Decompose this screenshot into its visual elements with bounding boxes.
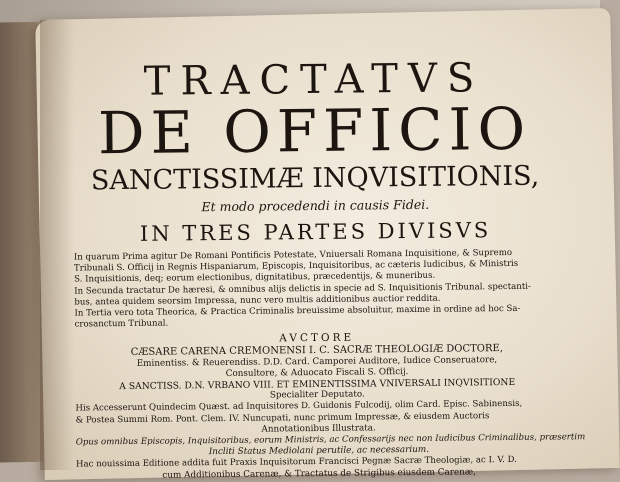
subtitle-line: Et modo procedendi in causis Fidei. [201,196,430,215]
title-line-3: SANCTISSIMÆ INQVISITIONIS, [90,160,540,197]
author-line: CÆSARE CARENA CREMONENSI I. C. SACRÆ THEOLOGIÆ DOCTORE, [130,343,504,359]
edition-line: Hac nouissima Editione addita fuit Praxis Inquisitorum Francisci Pegnæ Sacræ Theologiæ, ac I. V. D. [75,455,517,470]
auctor-heading: AVCTORE [279,332,355,345]
additions-line: His Accesserunt Quindecim Quæst. ad Inquisitores D. Guidonis Fulcodij, olim Card. Episc. Sabinensis, [75,399,523,414]
intro-line: In Tertia vero tota Theorica, & Practica Criminalis breuissime absoluitur, maxime in ordine ad hoc Sa- [74,303,521,319]
dedication-line: A SANCTISS. D.N. VRBANO VIII. ET EMINENTISSIMA VNIVERSALI INQVISITIONE [119,376,516,393]
useful-line: Opus omnibus Episcopis, Inquisitoribus, eorum Ministris, ac Confessarijs nec non Iudicibus Criminalibus, præsertim [75,432,586,448]
division-heading: IN TRES PARTES DIVISVS [139,218,492,246]
title-page-text [64,55,586,482]
additions-line: & Postea Summi Rom. Pont. Clem. IV. Nuncupati, nunc primum Impressæ, & eiusdem Auctoris [75,410,490,426]
intro-line: In quarum Prima agitur De Romani Pontificis Potestate, Vniuersali Romana Inquisitione, & Supremo [73,247,513,263]
intro-line: Tribunali S. Officij in Regnis Hispaniarum, Episcopis, Inquisitoribus, ac cæteris Iudicibus, & Ministris [73,259,519,274]
author-line: Consultore, & Aduocato Fiscali S. Officij. [225,366,409,379]
intro-line: crosanctum Tribunal. [74,318,169,330]
intro-line: S. Inquisitionis, deq; eorum electionibus, dignitatibus, præcedentijs, & muneribus. [74,271,436,285]
title-line-2: DE OFFICIO [97,94,532,168]
intro-line: In Secunda tractatur De hæresi, & omnibus alijs delictis in specie ad S. Inquisitionis Tribunal. spectanti- [74,281,531,297]
author-line: Eminentiss. & Reuerendiss. D.D. Card. Camporei Auditore, Iudice Conseruatore, [136,354,498,369]
edition-line: cum Additionibus Carenæ, & Tractatus de Strigibus eiusdem Carenæ, [162,466,476,481]
dedication-line: Specialiter Deputato. [269,389,365,401]
intro-paragraph [66,247,567,331]
additions-block [67,399,586,482]
title-line-1: TRACTATVS [143,55,485,105]
author-block [67,343,568,404]
intro-line: bus, antea quidem seorsim Impressa, nunc vero multis additionibus auctior reddita. [74,293,441,308]
useful-line: Incliti Status Mediolani perutile, ac necessarium. [208,445,430,458]
additions-line: Annotationibus Illustrata. [261,423,376,435]
